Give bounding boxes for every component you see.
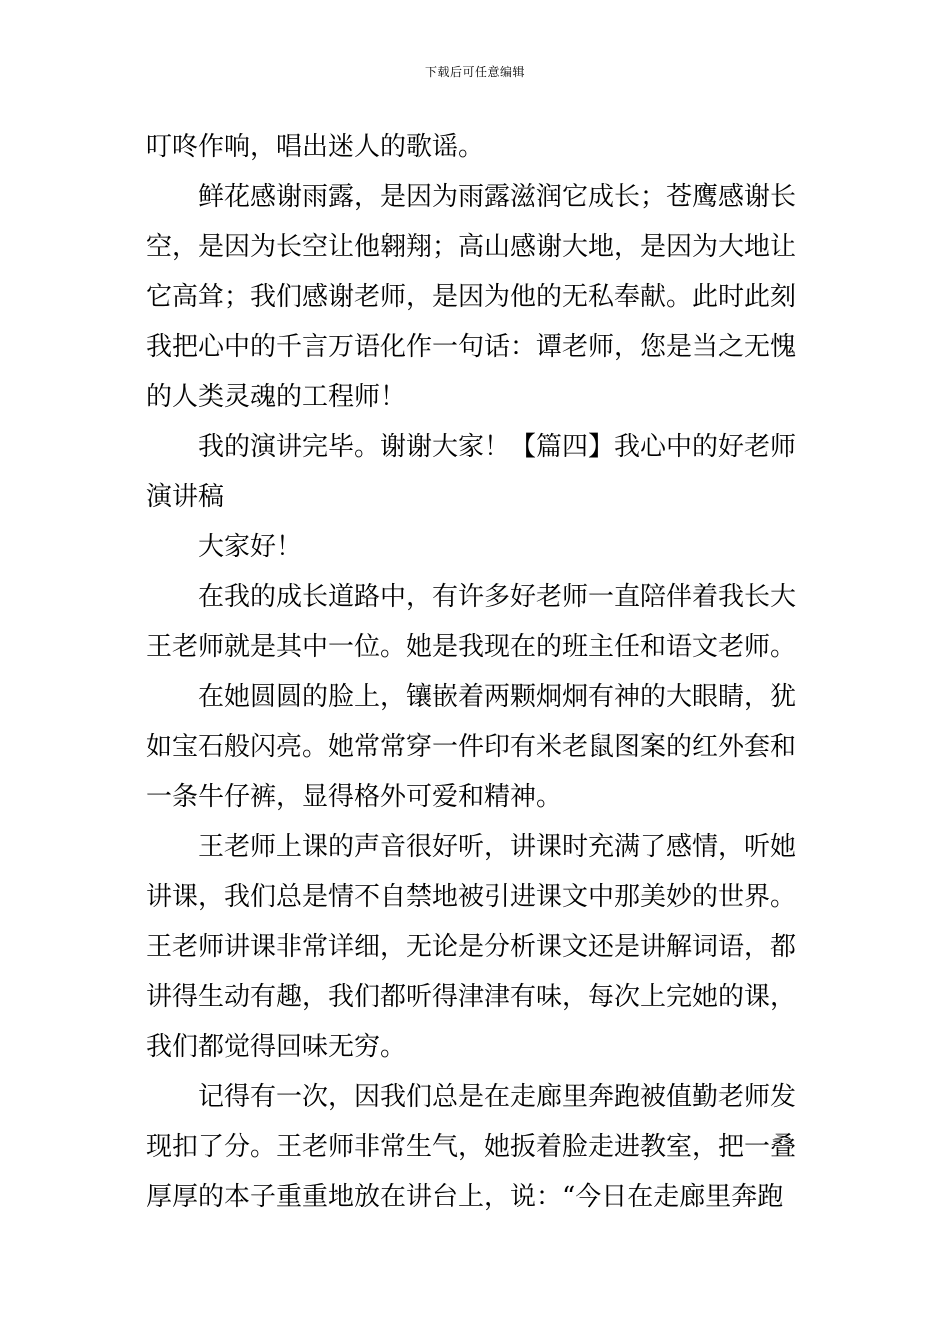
text-line: 我的演讲完毕。谢谢大家！【篇四】我心中的好老师 [198,432,797,462]
text-line: 在我的成长道路中，有许多好老师一直陪伴着我长大 [198,582,797,612]
page-header [0,64,950,80]
text-line: 在她圆圆的脸上，镶嵌着两颗炯炯有神的大眼睛，犹 [198,682,797,712]
text-line: 王老师就是其中一位。她是我现在的班主任和语文老师。 [146,632,797,662]
text-line: 它高耸；我们感谢老师，是因为他的无私奉献。此时此刻 [146,282,797,312]
text-line: 大家好！ [198,532,303,562]
text-line: 王老师讲课非常详细，无论是分析课文还是讲解词语，都 [146,932,797,962]
text-line: 讲课，我们总是情不自禁地被引进课文中那美妙的世界。 [146,882,797,912]
text-line: 我把心中的千言万语化作一句话：谭老师，您是当之无愧 [146,332,797,362]
text-line: 鲜花感谢雨露，是因为雨露滋润它成长；苍鹰感谢长 [198,182,797,212]
paragraph-5 [146,572,808,672]
text-line: 我们都觉得回味无穷。 [146,1032,407,1062]
document-body [146,122,808,1222]
paragraph-8 [146,1072,808,1222]
text-line: 厚厚的本子重重地放在讲台上，说：“今日在走廊里奔跑 [146,1182,784,1212]
text-line: 空，是因为长空让他翱翔；高山感谢大地，是因为大地让 [146,232,797,262]
paragraph-6 [146,672,808,822]
text-line: 的人类灵魂的工程师！ [146,382,407,412]
text-line: 记得有一次，因我们总是在走廊里奔跑被值勤老师发 [198,1082,797,1112]
paragraph-3 [146,422,808,522]
text-line: 一条牛仔裤，显得格外可爱和精神。 [146,782,563,812]
text-line: 现扣了分。王老师非常生气，她扳着脸走进教室，把一叠 [146,1132,797,1162]
paragraph-7 [146,822,808,1072]
header-text: 下载后可任意编辑 [424,65,525,79]
text-line: 讲得生动有趣，我们都听得津津有味，每次上完她的课， [146,982,797,1012]
text-line: 王老师上课的声音很好听，讲课时充满了感情，听她 [198,832,797,862]
text-line: 如宝石般闪亮。她常常穿一件印有米老鼠图案的红外套和 [146,732,797,762]
text-line: 演讲稿 [146,482,225,512]
text-line: 叮咚作响，唱出迷人的歌谣。 [146,132,485,162]
paragraph-4 [146,522,808,572]
paragraph-2 [146,172,808,422]
paragraph-1 [146,122,808,172]
